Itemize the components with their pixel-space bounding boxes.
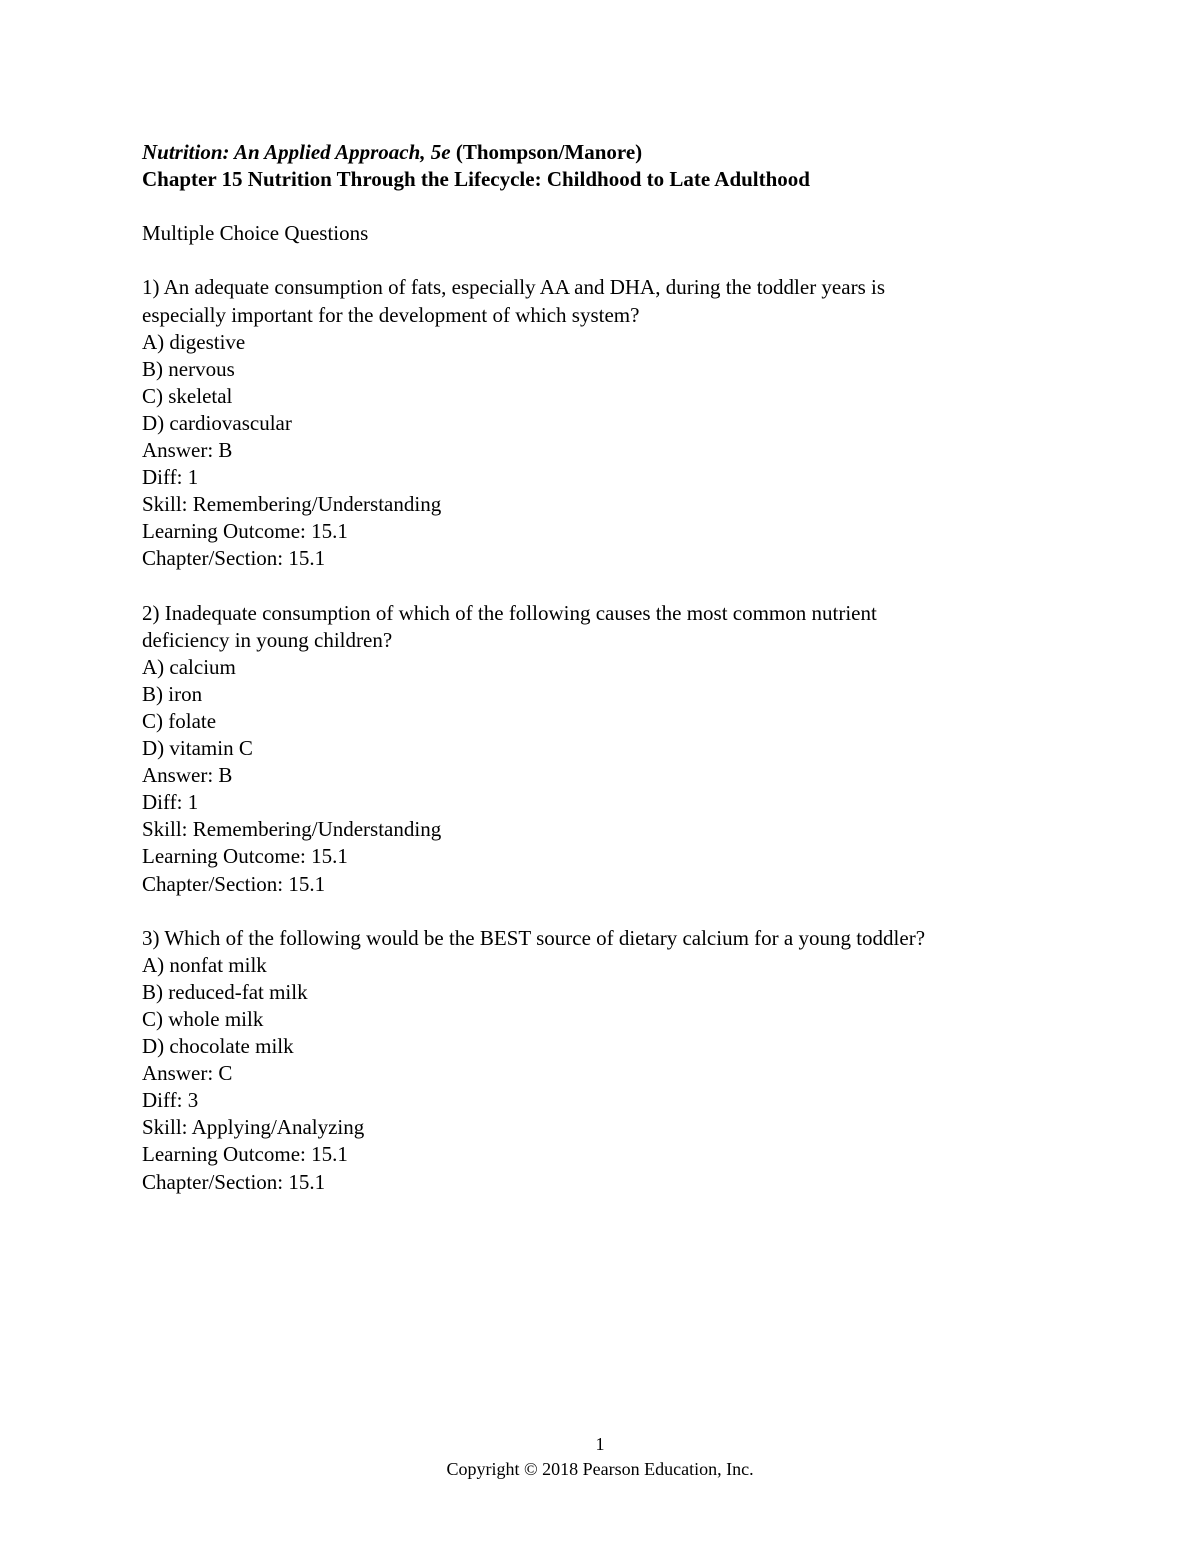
learning-outcome: Learning Outcome: 15.1 [142, 519, 348, 544]
question-1 [142, 274, 1062, 572]
answer-option: C) folate [142, 708, 217, 733]
answer-option: A) calcium [142, 654, 236, 679]
page-number: 1 [595, 1434, 605, 1454]
skill: Skill: Applying/Analyzing [142, 1115, 365, 1140]
question-2 [142, 600, 1062, 898]
chapter-section: Chapter/Section: 15.1 [142, 1169, 326, 1194]
skill: Skill: Remembering/Understanding [142, 492, 442, 517]
skill: Skill: Remembering/Understanding [142, 817, 442, 842]
question-stem: especially important for the development of which system? [142, 302, 640, 327]
answer-option: A) digestive [142, 329, 246, 354]
learning-outcome: Learning Outcome: 15.1 [142, 844, 348, 869]
document-page [142, 139, 1062, 1196]
question-stem: 3) Which of the following would be the BEST source of dietary calcium for a young toddler? [142, 925, 926, 950]
chapter-section: Chapter/Section: 15.1 [142, 546, 326, 571]
question-stem: deficiency in young children? [142, 627, 393, 652]
chapter-title: Chapter 15 Nutrition Through the Lifecycle: Childhood to Late Adulthood [142, 167, 810, 192]
answer-key: Answer: B [142, 438, 233, 463]
answer-option: A) nonfat milk [142, 952, 267, 977]
answer-option: D) cardiovascular [142, 410, 292, 435]
answer-option: B) reduced-fat milk [142, 979, 308, 1004]
question-3 [142, 925, 1062, 1196]
difficulty: Diff: 1 [142, 790, 199, 815]
difficulty: Diff: 1 [142, 465, 199, 490]
answer-key: Answer: B [142, 763, 233, 788]
learning-outcome: Learning Outcome: 15.1 [142, 1142, 348, 1167]
question-stem: 1) An adequate consumption of fats, especially AA and DHA, during the toddler years is [142, 275, 885, 300]
question-stem: 2) Inadequate consumption of which of the following causes the most common nutrient [142, 600, 877, 625]
answer-option: B) nervous [142, 356, 235, 381]
section-title: Multiple Choice Questions [142, 221, 369, 246]
difficulty: Diff: 3 [142, 1088, 199, 1113]
book-title: Nutrition: An Applied Approach, 5e [142, 140, 451, 164]
answer-option: B) iron [142, 681, 203, 706]
answer-key: Answer: C [142, 1061, 233, 1086]
answer-option: D) chocolate milk [142, 1034, 294, 1059]
chapter-section: Chapter/Section: 15.1 [142, 871, 326, 896]
book-title-line [142, 139, 1062, 166]
copyright-notice: Copyright © 2018 Pearson Education, Inc. [446, 1459, 754, 1479]
answer-option: D) vitamin C [142, 736, 253, 761]
answer-option: C) skeletal [142, 383, 233, 408]
book-authors: (Thompson/Manore) [450, 140, 643, 164]
answer-option: C) whole milk [142, 1007, 264, 1031]
